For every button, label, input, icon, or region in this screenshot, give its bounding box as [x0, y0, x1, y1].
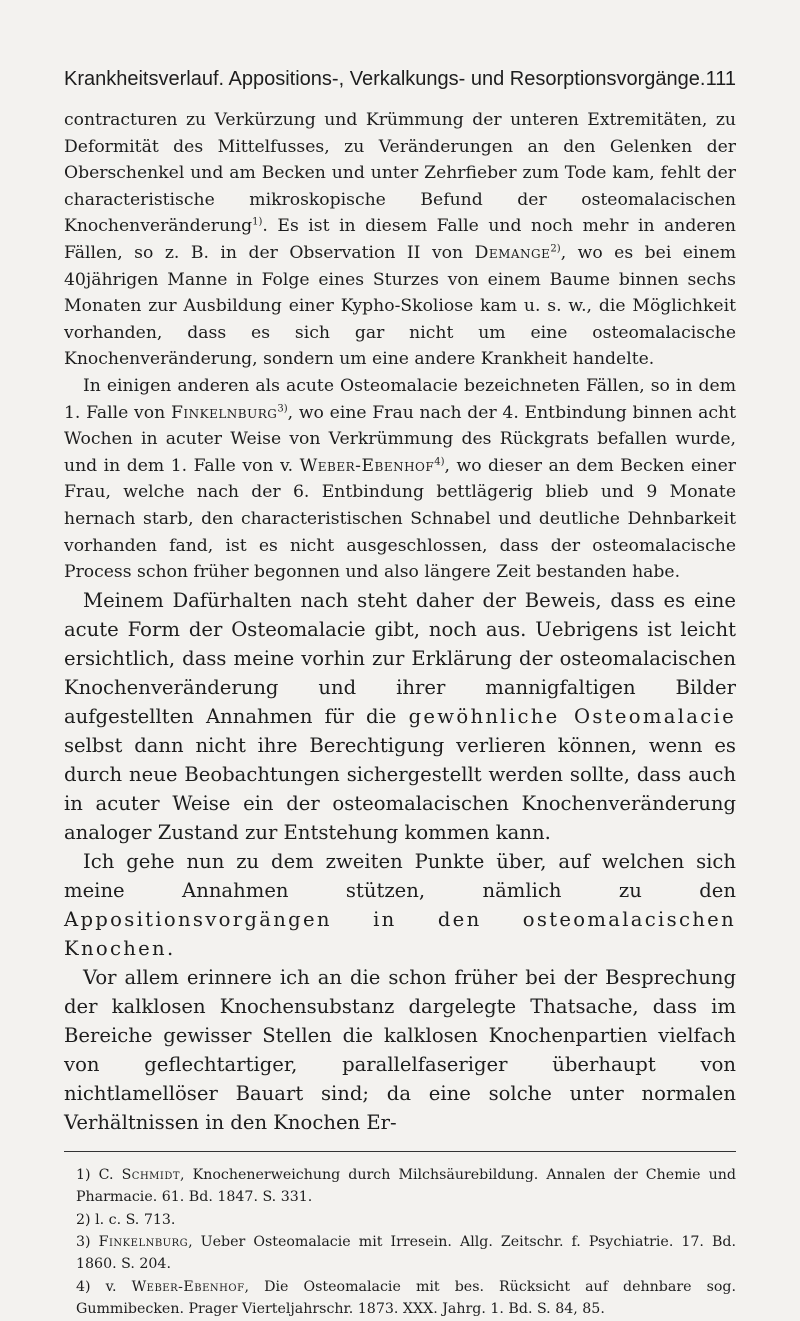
text-run: In einigen anderen als acute Osteomalacie bezeichneten Fällen, so in dem 1. Falle von	[64, 375, 736, 423]
text-run: Meinem Dafürhalten nach steht daher der Beweis, dass es eine acute Form der Osteomalacie gibt, noch aus. Uebrigens ist leicht ersichtlich, dass meine vorhin zur Erklärung der osteomalacischen Knochenveränderung und ihrer mannigfaltigen Bilder aufgestellten Annahmen für die	[64, 588, 736, 728]
footnote-1: 1) C. Schmidt, Knochenerweichung durch Milchsäurebildung. Annalen der Chemie und Pharmacie. 61. Bd. 1847. S. 331.	[76, 1166, 737, 1206]
page-number: 111	[705, 68, 736, 90]
spaced-emphasis: Appositionsvorgängen in den osteomalacischen Knochen.	[64, 907, 736, 960]
author-name: Finkelnburg	[170, 402, 278, 423]
paragraph-5	[64, 963, 736, 1137]
text-run: contracturen zu Verkürzung und Krümmung der unteren Extremitäten, zu Deformität des Mittelfusses, zu Veränderungen an den Gelenken der Oberschenkel und am Becken und unter Zehrfieber zum Tode kam, fehlt der characteristische mikroskopische Befund der osteomalacischen Knochenveränderung	[64, 110, 736, 237]
footnotes	[64, 1164, 736, 1321]
paragraph-1	[64, 107, 736, 373]
footnote-4: 4) v. Weber-Ebenhof, Die Osteomalacie mit bes. Rücksicht auf dehnbare sog. Gummibecken. Prager Vierteljahrschr. 1873. XXX. Jahrg. 1. Bd. S. 84, 85.	[76, 1278, 736, 1318]
author-name: Schmidt	[121, 1166, 181, 1183]
footnote-ref[interactable]: 4)	[434, 455, 445, 467]
footnote-ref[interactable]: 1)	[252, 216, 263, 228]
paragraph-2	[64, 373, 736, 586]
footnote-divider	[64, 1151, 736, 1152]
text-run: Vor allem erinnere ich an die schon früher bei der Besprechung der kalklosen Knochensubstanz dargelegte Thatsache, dass im Bereiche gewisser Stellen die kalklosen Knochenpartien vielfach von geflechtartiger, parallelfaseriger überhaupt von nichtlamellöser Bauart sind; da eine solche unter normalen Verhältnissen in den Knochen Er-	[64, 965, 736, 1134]
text-run: . Es ist in diesem Falle und noch mehr in anderen Fällen, so z. B. in der Observation II von	[64, 216, 736, 263]
text-run: , wo es bei einem 40jährigen Manne in Folge eines Sturzes von einem Baume binnen sechs Monaten zur Ausbildung einer Kypho-Skoliose kam u. s. w., die Möglichkeit vorhanden, dass es sich gar nicht um eine osteomalacische Knochenveränderung, sondern um eine andere Krankheit handelte.	[64, 242, 737, 370]
footnote-ref[interactable]: 2)	[550, 243, 561, 255]
author-name: Weber-Ebenhof	[131, 1278, 245, 1295]
spaced-emphasis: gewöhnliche Osteomalacie	[408, 704, 737, 728]
text-run: , wo dieser an dem Becken einer Frau, welche nach der 6. Entbindung bettlägerig blieb und 9 Monate hernach starb, den characteristischen Schnabel und deutliche Dehnbarkeit vorhanden fand, ist es nicht ausgeschlossen, dass der osteomalacische Process schon früher begonnen und also längere Zeit bestanden habe.	[64, 455, 736, 583]
text-run: , wo eine Frau nach der 4. Entbindung binnen acht Wochen in acuter Weise von Verkrümmung des Rückgrats befallen wurde, und in dem 1. Falle von v.	[64, 402, 736, 476]
header-title: Krankheitsverlauf. Appositions-, Verkalkungs- und Resorptionsvorgänge.	[64, 68, 706, 90]
running-header	[64, 68, 736, 91]
paragraph-4	[64, 847, 736, 963]
footnote-2: 2) l. c. S. 713.	[76, 1211, 176, 1228]
footnote-ref[interactable]: 3)	[277, 402, 288, 414]
paragraph-3	[64, 586, 736, 847]
text-run: selbst dann nicht ihre Berechtigung verlieren können, wenn es durch neue Beobachtungen sichergestellt werden sollte, dass auch in acuter Weise ein der osteomalacischen Knochenveränderung analoger Zustand zur Entstehung kommen kann.	[64, 733, 736, 844]
footnote-3: 3) Finkelnburg, Ueber Osteomalacie mit Irresein. Allg. Zeitschr. f. Psychiatrie. 17. Bd. 1860. S. 204.	[76, 1233, 737, 1273]
author-name: Demange	[474, 242, 551, 263]
author-name: Finkelnburg	[98, 1233, 189, 1250]
author-name: Weber-Ebenhof	[299, 455, 435, 476]
text-run: Ich gehe nun zu dem zweiten Punkte über, auf welchen sich meine Annahmen stützen, nämlich zu den	[64, 849, 736, 902]
